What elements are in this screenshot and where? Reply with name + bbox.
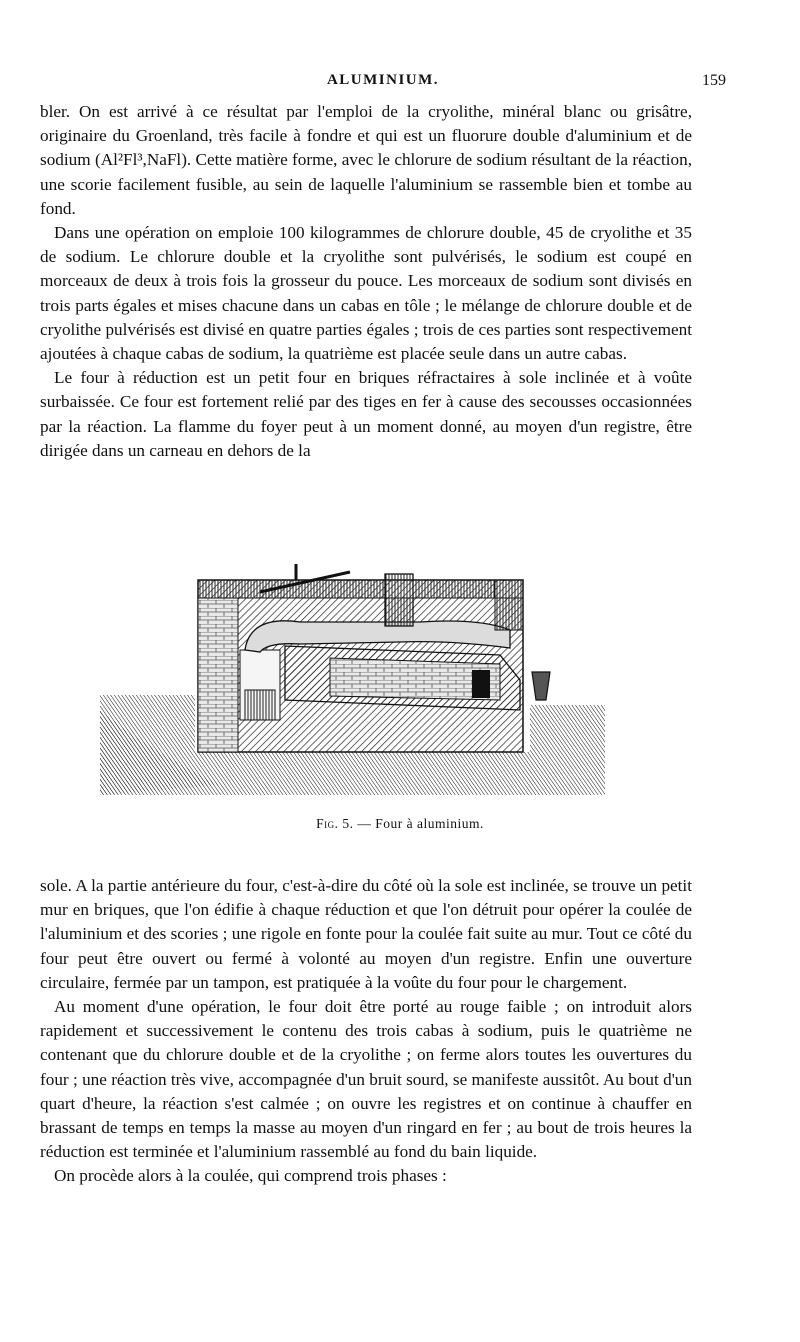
figure-caption (0, 816, 800, 832)
running-title: ALUMINIUM. (326, 72, 440, 88)
paragraph: Le four à réduction est un petit four en briques réfractaires à sole inclinée et à voûte surbaissée. Ce four est fortement relié par des tiges en fer à cause des secousses occasionnées par la réaction. La flamme du foyer peut à un moment donné, au moyen d'un registre, être dirigée dans un carneau en dehors de la (40, 368, 692, 460)
text-block-top (40, 100, 692, 463)
paragraph: sole. A la partie antérieure du four, c'est-à-dire du côté où la sole est inclinée, se trouve un petit mur en briques, que l'on édifie à chaque réduction et que l'on détruit pour opérer la coulée de l'aluminium et des scories ; une rigole en fonte pour la coulée fait suite au mur. Tout ce côté du four peut être ouvert ou fermé à volonté au moyen d'un registre. Enfin une ouverture circulaire, fermée par un tampon, est pratiquée à la voûte du four pour le chargement. (40, 876, 692, 992)
page-number: 159 (702, 72, 726, 89)
figure-label: Fig. 5. (316, 816, 354, 831)
furnace-illustration (100, 560, 610, 810)
page-header (40, 72, 726, 96)
paragraph: Au moment d'une opération, le four doit être porté au rouge faible ; on introduit alors rapidement et successivement le contenu des trois cabas à sodium, puis le quatrième ne contenant que du chlorure double et de la cryolithe ; on ferme alors toutes les ouvertures du four ; une réaction très vive, accompagnée d'un bruit sourd, se manifeste aussitôt. Au bout d'un quart d'heure, la réaction s'est calmée ; on ouvre les registres et on continue à chauffer en brassant de temps en temps la masse au moyen d'un ringard en fer ; au bout de trois heures la réduction est terminée et l'aluminium rassemblé au fond du bain liquide. (40, 997, 692, 1162)
caption-separator: — (357, 816, 372, 831)
paragraph: bler. On est arrivé à ce résultat par l'emploi de la cryolithe, minéral blanc ou grisâtre, originaire du Groenland, très facile à fondre et qui est un fluorure double d'aluminium et de sodium (Al²Fl³,NaFl). Cette matière forme, avec le chlorure de sodium résultant de la réaction, une scorie facilement fusible, au sein de laquelle l'aluminium se rassemble bien et tombe au fond. (40, 102, 692, 218)
furnace-body (198, 560, 550, 752)
paragraph: Dans une opération on emploie 100 kilogrammes de chlorure double, 45 de cryolithe et 35 de sodium. Le chlorure double et la cryolithe sont pulvérisés, le sodium est coupé en morceaux de deux à trois fois la grosseur du pouce. Les morceaux de sodium sont divisés en trois parts égales et mises chacune dans un cabas en tôle ; le mélange de chlorure double et de cryolithe pulvérisés est divisé en quatre parties égales ; trois de ces parties sont respectivement ajoutées à chaque cabas de sodium, la quatrième est placée seule dans un autre cabas. (40, 223, 692, 364)
text-block-bottom (40, 874, 692, 1189)
caption-text: Four à aluminium. (375, 816, 484, 831)
paragraph: On procède alors à la coulée, qui comprend trois phases : (54, 1166, 447, 1186)
